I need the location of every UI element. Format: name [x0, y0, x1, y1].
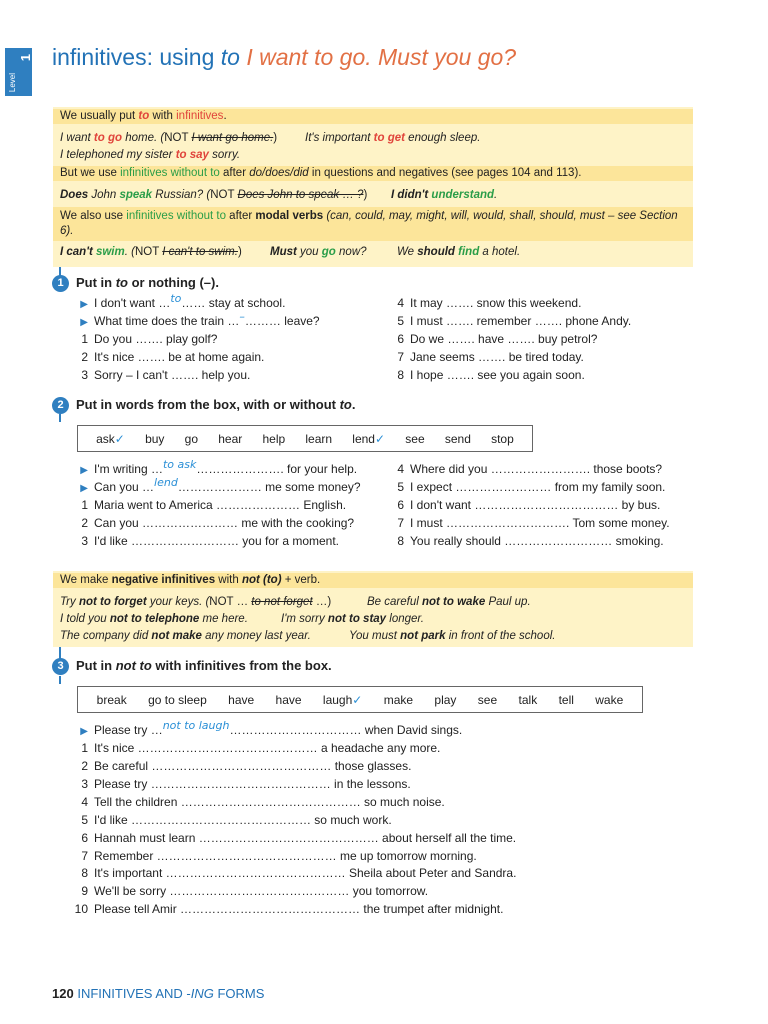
word-box-3-word: play: [434, 692, 457, 707]
box1-intro: We usually put to with infinitives.: [53, 109, 693, 124]
ex3-item-1-blank[interactable]: It's nice ……………………………………… a headache any more.: [94, 741, 441, 755]
word-box-2-word: send: [444, 431, 471, 446]
word-box-3-word: see: [477, 692, 498, 707]
ex3-item-6: 6 Hannah must learn ……………………………………… about herself all the time.: [81, 831, 517, 845]
ex2-item-4-blank[interactable]: Where did you ……………………. those boots?: [410, 462, 663, 476]
box2-ex5: The company did not make any money last year.: [60, 630, 311, 642]
word-box-2-word: go: [184, 431, 199, 446]
word-box-3-word: tell: [558, 692, 574, 707]
exercise-3-header: 3 Put in not to with infinitives from the box.: [52, 658, 332, 675]
word-box-2-word: learn: [305, 431, 333, 446]
title-main: infinitives: using: [52, 44, 215, 70]
word-box-3-word: make: [383, 692, 414, 707]
title-examples: I want to go. Must you go?: [246, 44, 517, 70]
ex2-item-1-blank[interactable]: Maria went to America ………………… English.: [94, 498, 347, 512]
exercise-3-line: [59, 676, 61, 684]
exercise-2-number: 2: [52, 397, 69, 414]
ex3-item-8-blank[interactable]: It's important ……………………………………… Sheila about Peter and Sandra.: [94, 866, 517, 880]
ex1-item-1: 1 Do you ……. play golf?: [81, 332, 218, 346]
word-box-3-word: wake: [595, 692, 624, 707]
ex2-answer-1: to ask: [162, 458, 197, 471]
ex3-item-1: 1 It's nice ……………………………………… a headache any more.: [81, 741, 441, 755]
ex3-item-5: 5 I'd like ……………………………………… so much work.: [81, 813, 392, 827]
page-footer: [52, 986, 264, 1001]
ex1-item-8: 8 I hope ……. see you again soon.: [397, 368, 585, 382]
word-box-2-word: hear: [218, 431, 243, 446]
ex1-answer-2: –: [239, 310, 245, 323]
level-tab: [5, 48, 32, 96]
page-title: [52, 44, 516, 71]
page-number: 120: [52, 986, 74, 1001]
level-label: Level: [8, 72, 17, 92]
ex1-item-3: 3 Sorry – I can't ……. help you.: [81, 368, 251, 382]
ex1-item-8-blank[interactable]: I hope ……. see you again soon.: [410, 368, 585, 382]
ex3-item-4: 4 Tell the children ……………………………………… so much noise.: [81, 795, 445, 809]
ex2-example-1: ▶ I'm writing …to ask…………………. for your help.: [80, 458, 358, 476]
title-to: to: [220, 44, 240, 70]
ex1-item-6: 6 Do we ……. have ……. buy petrol?: [397, 332, 598, 346]
exercise-2-header: 2 Put in words from the box, with or without to.: [52, 397, 356, 414]
ex2-item-5-blank[interactable]: I expect …………………… from my family soon.: [410, 480, 666, 494]
ex2-item-3: 3 I'd like ……………………… you for a moment.: [81, 534, 340, 548]
ex2-item-6: 6 I don't want ……………………………… by bus.: [397, 498, 661, 512]
box1-ex4: Does John speak Russian? (NOT Does John to speak … ?): [60, 189, 368, 201]
ex2-item-7-blank[interactable]: I must …………………………. Tom some money.: [410, 516, 670, 530]
ex1-item-4-blank[interactable]: It may ……. snow this weekend.: [410, 296, 582, 310]
exercise-3-number: 3: [52, 658, 69, 675]
ex3-item-10-blank[interactable]: Please tell Amir ……………………………………… the trumpet after midnight.: [94, 902, 504, 916]
box1-ex7: Must you go now?: [270, 246, 367, 258]
box2-ex1: Try not to forget your keys. (NOT … to not forget …): [60, 596, 332, 608]
word-box-3-word: laugh✓: [322, 692, 363, 707]
ex2-answer-2: lend: [154, 476, 178, 489]
ex2-example-2: ▶ Can you …lend………………… me some money?: [80, 476, 361, 494]
ex2-item-2-blank[interactable]: Can you …………………… me with the cooking?: [94, 516, 355, 530]
ex3-item-2: 2 Be careful ……………………………………… those glasses.: [81, 759, 412, 773]
ex3-item-5-blank[interactable]: I'd like ……………………………………… so much work.: [94, 813, 392, 827]
ex1-item-5: 5 I must ……. remember ……. phone Andy.: [397, 314, 632, 328]
box1-ex8: We should find a hotel.: [397, 246, 521, 258]
exercise-1-number: 1: [52, 275, 69, 292]
word-box-2-word: ask✓: [96, 431, 125, 446]
ex1-example-2: ▶ What time does the train …–……… leave?: [80, 310, 320, 328]
grammar-box-1: [53, 107, 693, 267]
ex2-item-7: 7 I must …………………………. Tom some money.: [397, 516, 670, 530]
ex2-item-2: 2 Can you …………………… me with the cooking?: [81, 516, 355, 530]
ex1-item-2: 2 It's nice ……. be at home again.: [81, 350, 265, 364]
box2-rule: We make negative infinitives with not (to) + verb.: [53, 573, 693, 588]
box1-rule3: We also use infinitives without to after modal verbs (can, could, may, might, will, would, shall, should, must – see Section 6).: [53, 207, 693, 241]
box1-ex1: I want to go home. (NOT I want go home.): [60, 132, 278, 144]
ex2-item-8-blank[interactable]: You really should ……………………… smoking.: [410, 534, 664, 548]
ex3-item-6-blank[interactable]: Hannah must learn ……………………………………… about herself all the time.: [94, 831, 517, 845]
ex3-item-9: 9 We'll be sorry ……………………………………… you tomorrow.: [81, 884, 429, 898]
ex1-item-6-blank[interactable]: Do we ……. have ……. buy petrol?: [410, 332, 598, 346]
ex3-example: ▶ Please try …not to laugh…………………………… when David sings.: [80, 719, 463, 737]
footer-section: INFINITIVES AND -ING FORMS: [77, 986, 265, 1001]
ex1-item-3-blank[interactable]: Sorry – I can't ……. help you.: [94, 368, 251, 382]
box1-ex2: It's important to get enough sleep.: [305, 132, 481, 144]
box2-ex3: I told you not to telephone me here.: [60, 613, 248, 625]
ex1-example-1: ▶ I don't want …to…… stay at school.: [80, 292, 286, 310]
word-box-2-word: see: [405, 431, 425, 446]
exercise-1-header: 1 Put in to or nothing (–).: [52, 275, 219, 292]
ex1-item-2-blank[interactable]: It's nice ……. be at home again.: [94, 350, 265, 364]
ex1-item-4: 4 It may ……. snow this weekend.: [397, 296, 582, 310]
ex1-item-1-blank[interactable]: Do you ……. play golf?: [94, 332, 218, 346]
word-box-3-word: break: [96, 692, 127, 707]
ex2-item-5: 5 I expect …………………… from my family soon.: [397, 480, 666, 494]
ex1-item-5-blank[interactable]: I must ……. remember ……. phone Andy.: [410, 314, 632, 328]
ex3-item-7: 7 Remember ……………………………………… me up tomorrow morning.: [81, 849, 477, 863]
box1-ex6: I can't swim. (NOT I can't to swim.): [60, 246, 242, 258]
ex1-item-7: 7 Jane seems ……. be tired today.: [397, 350, 584, 364]
box2-ex6: You must not park in front of the school.: [349, 630, 556, 642]
ex2-item-3-blank[interactable]: I'd like ……………………… you for a moment.: [94, 534, 340, 548]
word-box-2-word: lend✓: [352, 431, 386, 446]
word-box-2-word: help: [262, 431, 286, 446]
word-box-3-word: have: [275, 692, 302, 707]
ex2-item-6-blank[interactable]: I don't want ……………………………… by bus.: [410, 498, 661, 512]
level-number: 1: [18, 54, 33, 62]
ex3-item-9-blank[interactable]: We'll be sorry ……………………………………… you tomorrow.: [94, 884, 429, 898]
box1-ex5: I didn't understand.: [391, 189, 498, 201]
ex3-item-7-blank[interactable]: Remember ……………………………………… me up tomorrow morning.: [94, 849, 477, 863]
box1-rule2: But we use infinitives without to after do/does/did in questions and negatives (see pages 104 and 113).: [53, 166, 693, 181]
exercise-2-line: [59, 414, 61, 422]
ex2-item-4: 4 Where did you ……………………. those boots?: [397, 462, 663, 476]
word-box-2-word: stop: [491, 431, 514, 446]
grammar-box-2: [53, 571, 693, 647]
word-box-3-word: have: [228, 692, 255, 707]
word-box-3-word: talk: [518, 692, 538, 707]
ex3-item-8: 8 It's important ……………………………………… Sheila about Peter and Sandra.: [81, 866, 517, 880]
box1-ex3: I telephoned my sister to say sorry.: [60, 149, 241, 161]
word-box-3: [77, 686, 643, 713]
word-box-2: [77, 425, 533, 452]
box2-ex2: Be careful not to wake Paul up.: [367, 596, 531, 608]
ex3-item-10: 10 Please tell Amir ……………………………………… the trumpet after midnight.: [74, 902, 504, 916]
ex1-answer-1: to: [170, 292, 182, 305]
word-box-3-word: go to sleep: [148, 692, 207, 707]
ex2-item-8: 8 You really should ……………………… smoking.: [397, 534, 664, 548]
ex2-item-1: 1 Maria went to America ………………… English.: [81, 498, 347, 512]
ex1-item-7-blank[interactable]: Jane seems ……. be tired today.: [410, 350, 584, 364]
ex3-item-2-blank[interactable]: Be careful ……………………………………… those glasses.: [94, 759, 412, 773]
box2-ex4: I'm sorry not to stay longer.: [281, 613, 424, 625]
ex3-item-3-blank[interactable]: Please try ……………………………………… in the lessons.: [94, 777, 411, 791]
ex3-answer: not to laugh: [162, 719, 230, 732]
ex3-item-3: 3 Please try ……………………………………… in the lessons.: [81, 777, 411, 791]
word-box-2-word: buy: [145, 431, 165, 446]
ex3-item-4-blank[interactable]: Tell the children ……………………………………… so much noise.: [94, 795, 445, 809]
